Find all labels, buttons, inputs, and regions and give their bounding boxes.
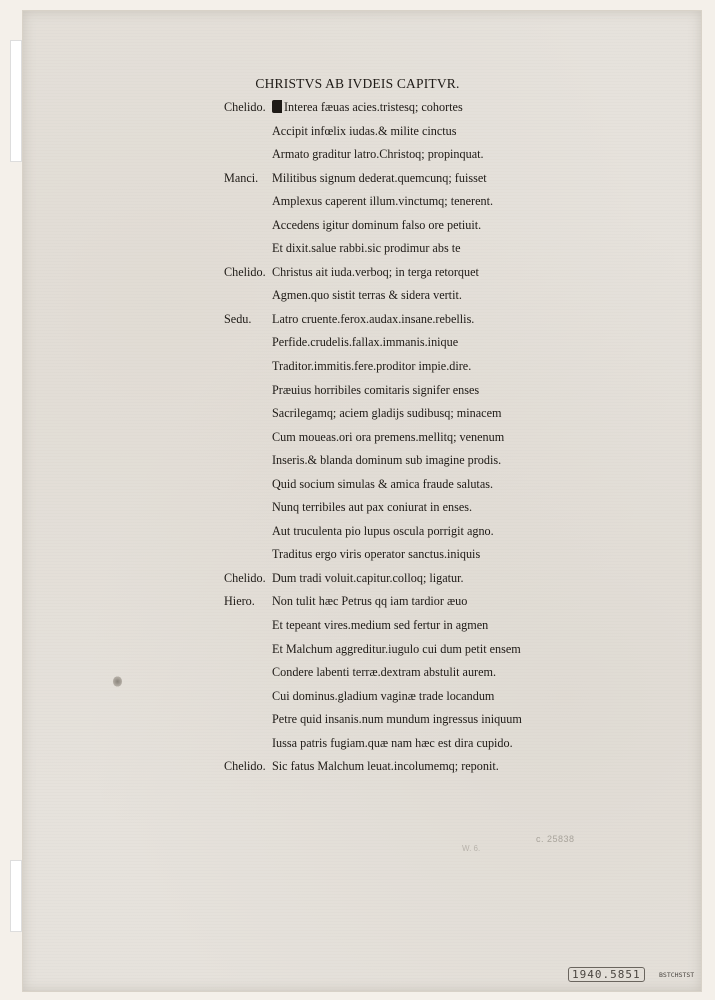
verse-text: Præuius horribiles comitaris signifer enses	[272, 382, 480, 397]
verse-row	[0, 309, 715, 333]
accession-number: c. 25838	[536, 834, 575, 844]
verse-line	[272, 642, 521, 657]
verse-row	[0, 521, 715, 545]
verse-row	[0, 215, 715, 239]
verse-line	[272, 571, 464, 586]
verse-line	[272, 477, 493, 492]
verse-line	[272, 171, 487, 186]
verse-row	[0, 427, 715, 451]
verse-line	[272, 689, 494, 704]
verse-line	[272, 100, 463, 115]
verse-text: Inseris.& blanda dominum sub imagine prodis.	[272, 453, 502, 468]
verse-line	[272, 524, 494, 539]
verse-row	[0, 380, 715, 404]
verse-row	[0, 121, 715, 145]
verse-line	[272, 194, 493, 209]
verse-text: Perfide.crudelis.fallax.immanis.inique	[272, 335, 459, 350]
speaker-label: Sedu.	[224, 311, 252, 326]
verse-text: Cui dominus.gladium vaginæ trade locandum	[272, 688, 495, 703]
verse-text: Armato graditur latro.Christoq; propinquat.	[272, 147, 484, 162]
verse-text: Latro cruente.ferox.audax.insane.rebellis.	[272, 311, 475, 326]
speaker-label: Chelido.	[224, 759, 266, 774]
initial-letter-mark	[272, 100, 282, 113]
verse-text: Et dixit.salue rabbi.sic prodimur abs te	[272, 241, 461, 256]
verse-row	[0, 168, 715, 192]
foxing-spot	[113, 676, 122, 687]
verse-row	[0, 544, 715, 568]
verse-line	[272, 712, 522, 727]
verse-line	[272, 665, 496, 680]
page-title: CHRISTVS AB IVDEIS CAPITVR.	[255, 76, 460, 91]
speaker-label: Hiero.	[224, 594, 255, 609]
verse-line	[272, 736, 513, 751]
verse-line	[272, 383, 479, 398]
verse-row	[0, 497, 715, 521]
verse-row	[0, 662, 715, 686]
verse-text: Nunq terribiles aut pax coniurat in enses.	[272, 500, 473, 515]
verse-row	[0, 191, 715, 215]
verse-line	[272, 453, 501, 468]
verse-row	[0, 285, 715, 309]
verse-row	[0, 709, 715, 733]
verse-text: Cum moueas.ori ora premens.mellitq; venenum	[272, 429, 505, 444]
inventory-stamp-small: BSTCHSTST	[659, 971, 695, 979]
verse-text: Sic fatus Malchum leuat.incolumemq; reponit.	[272, 759, 499, 774]
verse-text: Iussa patris fugiam.quæ nam hæc est dira cupido.	[272, 735, 513, 750]
speaker-label: Chelido.	[224, 570, 266, 585]
verse-text: Accedens igitur dominum falso ore petiuit.	[272, 217, 482, 232]
verse-text: Dum tradi voluit.capitur.colloq; ligatur.	[272, 570, 464, 585]
verse-row	[0, 332, 715, 356]
verse-line	[272, 265, 479, 280]
verse-text: Et Malchum aggreditur.iugulo cui dum petit ensem	[272, 641, 521, 656]
verse-text: Traditus ergo viris operator sanctus.iniquis	[272, 547, 481, 562]
verse-text: Interea fæuas acies.tristesq; cohortes	[284, 100, 463, 114]
verse-text: Accipit infœlix iudas.& milite cinctus	[272, 123, 457, 138]
verse-row	[0, 144, 715, 168]
verse-text: Militibus signum dederat.quemcunq; fuisset	[272, 170, 487, 185]
verse-row	[0, 238, 715, 262]
verse-row	[0, 450, 715, 474]
verse-text: Aut truculenta pio lupus oscula porrigit agno.	[272, 523, 494, 538]
verse-list	[0, 97, 715, 780]
verse-row	[0, 356, 715, 380]
verse-line	[272, 147, 484, 162]
verse-row	[0, 474, 715, 498]
verse-line	[272, 241, 461, 256]
verse-row	[0, 568, 715, 592]
verse-row	[0, 686, 715, 710]
verse-line	[272, 218, 481, 233]
verse-row	[0, 403, 715, 427]
verse-line	[272, 406, 501, 421]
mount-edge-strip	[10, 860, 22, 932]
verse-line	[272, 359, 471, 374]
pencil-mark: W. 6.	[462, 844, 481, 853]
verse-text: Traditor.immitis.fere.proditor impie.dire.	[272, 359, 472, 374]
verse-row	[0, 262, 715, 286]
verse-text: Condere labenti terræ.dextram abstulit aurem.	[272, 665, 497, 680]
verse-line	[272, 430, 504, 445]
verse-row	[0, 97, 715, 121]
verse-text: Amplexus caperent illum.vinctumq; tenerent.	[272, 194, 494, 209]
inventory-stamp: 1940.5851	[568, 967, 645, 982]
verse-text: Petre quid insanis.num mundum ingressus iniquum	[272, 712, 522, 727]
verse-text: Non tulit hæc Petrus qq iam tardior æuo	[272, 594, 468, 609]
speaker-label: Chelido.	[224, 264, 266, 279]
verse-line	[272, 288, 462, 303]
verse-line	[272, 500, 472, 515]
verse-text: Quid socium simulas & amica fraude salutas.	[272, 476, 494, 491]
verse-row	[0, 733, 715, 757]
speaker-label: Chelido.	[224, 100, 266, 114]
verse-line	[272, 547, 480, 562]
verse-line	[272, 335, 458, 350]
verse-line	[272, 124, 456, 139]
verse-row	[0, 756, 715, 780]
verse-text: Agmen.quo sistit terras & sidera vertit.	[272, 288, 462, 303]
verse-text: Et tepeant vires.medium sed fertur in agmen	[272, 618, 489, 633]
verse-line	[272, 618, 488, 633]
speaker-label: Manci.	[224, 170, 259, 185]
verse-line	[272, 759, 499, 774]
verse-row	[0, 615, 715, 639]
verse-line	[272, 312, 474, 327]
verse-text: Christus ait iuda.verboq; in terga retorquet	[272, 264, 479, 279]
verse-row	[0, 591, 715, 615]
verse-row	[0, 639, 715, 663]
verse-line	[272, 594, 467, 609]
verse-text: Sacrilegamq; aciem gladijs sudibusq; minacem	[272, 406, 502, 421]
